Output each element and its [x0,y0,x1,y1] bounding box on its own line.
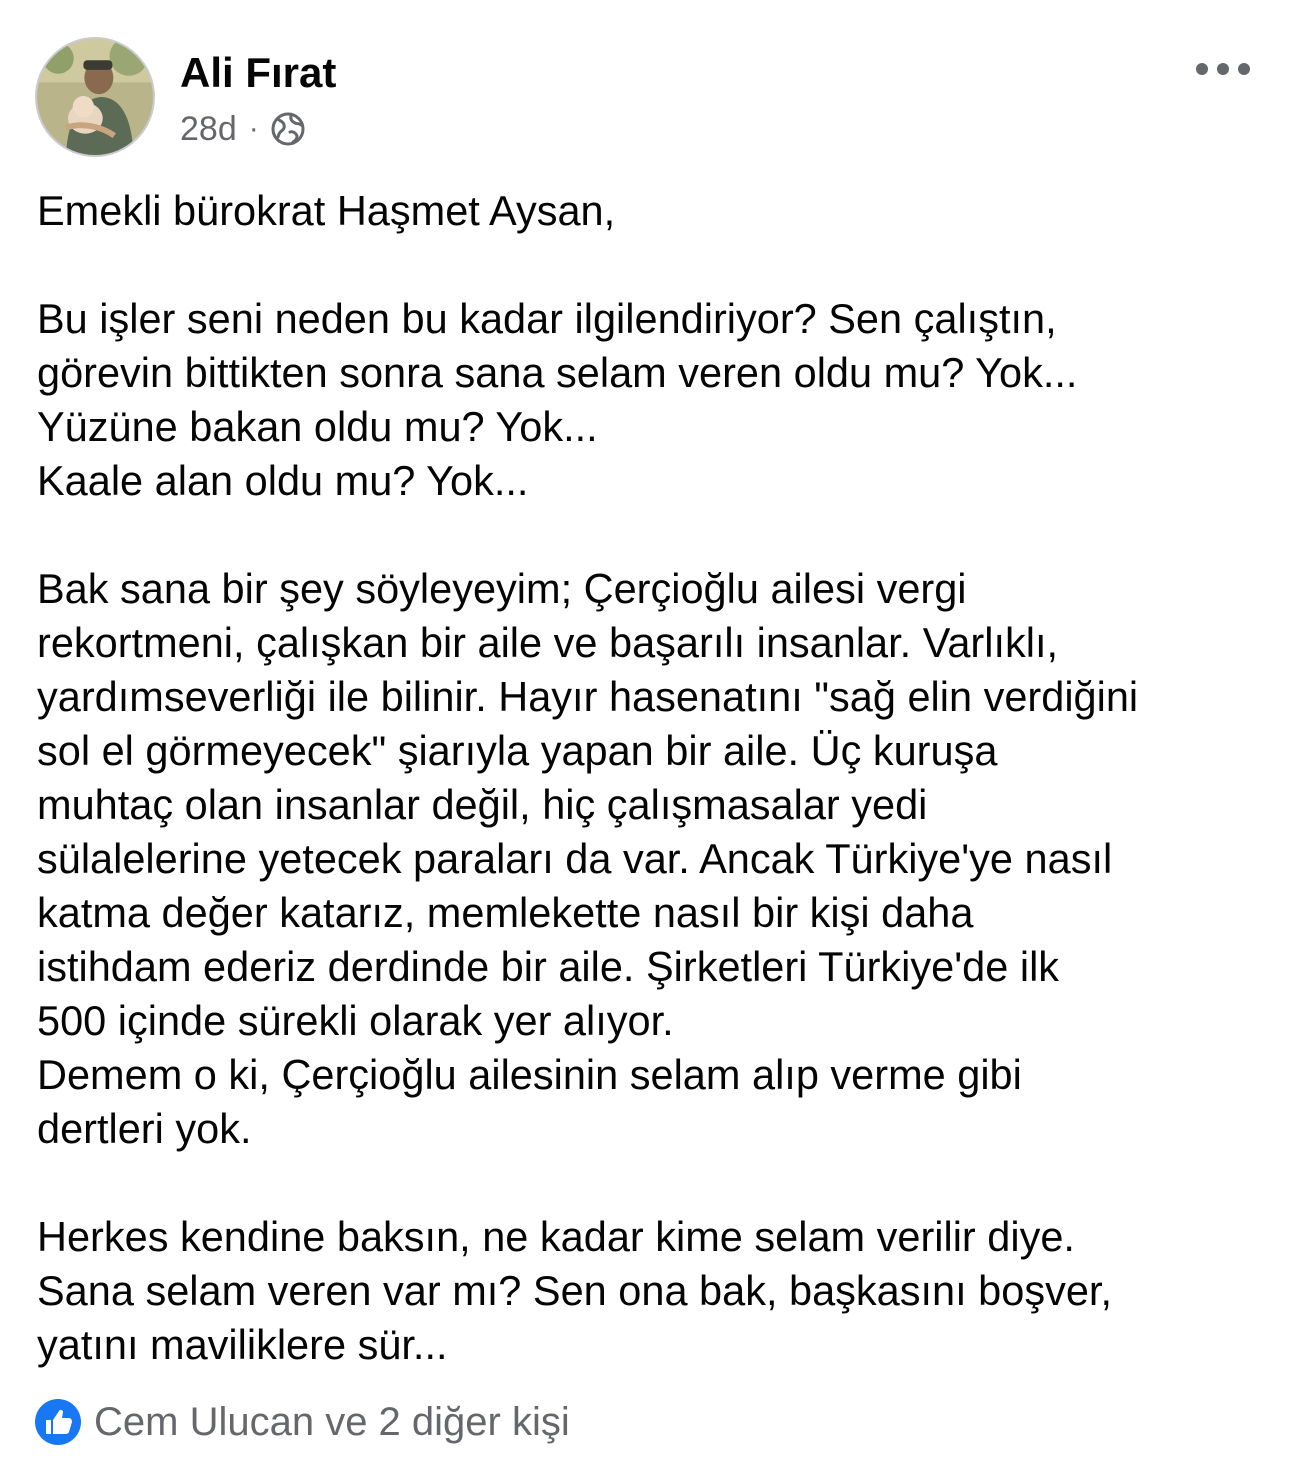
post-line: yatını maviliklere sür... [37,1321,448,1368]
more-options-button[interactable] [1188,52,1258,86]
post-line: 500 içinde sürekli olarak yer alıyor. [37,997,674,1044]
post-line: görevin bittikten sonra sana selam veren oldu mu? Yok... [37,349,1078,396]
author-name[interactable]: Ali Fırat [180,49,337,96]
post-line: Emekli bürokrat Haşmet Aysan, [37,187,616,234]
avatar-photo [37,39,153,155]
globe-icon[interactable] [269,110,307,148]
post-line: Demem o ki, Çerçioğlu ailesinin selam alıp verme gibi [37,1051,1022,1098]
post-line: Yüzüne bakan oldu mu? Yok... [37,403,598,450]
author-avatar[interactable] [35,37,155,157]
post-line: Herkes kendine baksın, ne kadar kime selam verilir diye. [37,1213,1075,1260]
post-line: Sana selam veren var mı? Sen ona bak, başkasını boşver, [37,1267,1112,1314]
post-header [0,0,1289,160]
post-line: Kaale alan oldu mu? Yok... [37,457,529,504]
post-line: sülalelerine yetecek paraları da var. Ancak Türkiye'ye nasıl [37,835,1113,882]
post-line: Bak sana bir şey söyleyeyim; Çerçioğlu ailesi vergi [37,565,967,612]
post-line: yardımseverliği ile bilinir. Hayır hasenatını "sağ elin verdiğini [37,673,1139,720]
post-body [37,184,1262,1372]
post-paragraph [37,562,1262,1156]
post-line: dertleri yok. [37,1105,252,1152]
post-time[interactable]: 28d [180,109,237,148]
reactions-text[interactable]: Cem Ulucan ve 2 diğer kişi [94,1399,570,1444]
post-line: muhtaç olan insanlar değil, hiç çalışmasalar yedi [37,781,928,828]
meta-separator: · [248,112,259,145]
post-line: katma değer katarız, memlekette nasıl bir kişi daha [37,889,974,936]
post-meta [180,106,307,152]
post-paragraph [37,292,1262,508]
post-line: istihdam ederiz derdinde bir aile. Şirketleri Türkiye'de ilk [37,943,1060,990]
post-line: rekortmeni, çalışkan bir aile ve başarılı insanlar. Varlıklı, [37,619,1059,666]
post-paragraph [37,184,1262,238]
post-line: Bu işler seni neden bu kadar ilgilendiriyor? Sen çalıştın, [37,295,1057,342]
like-icon [34,1398,82,1446]
post-line: sol el görmeyecek" şiarıyla yapan bir aile. Üç kuruşa [37,727,998,774]
post-paragraph [37,1210,1262,1372]
more-horizontal-icon [1195,62,1251,76]
reactions-summary[interactable] [34,1396,570,1448]
